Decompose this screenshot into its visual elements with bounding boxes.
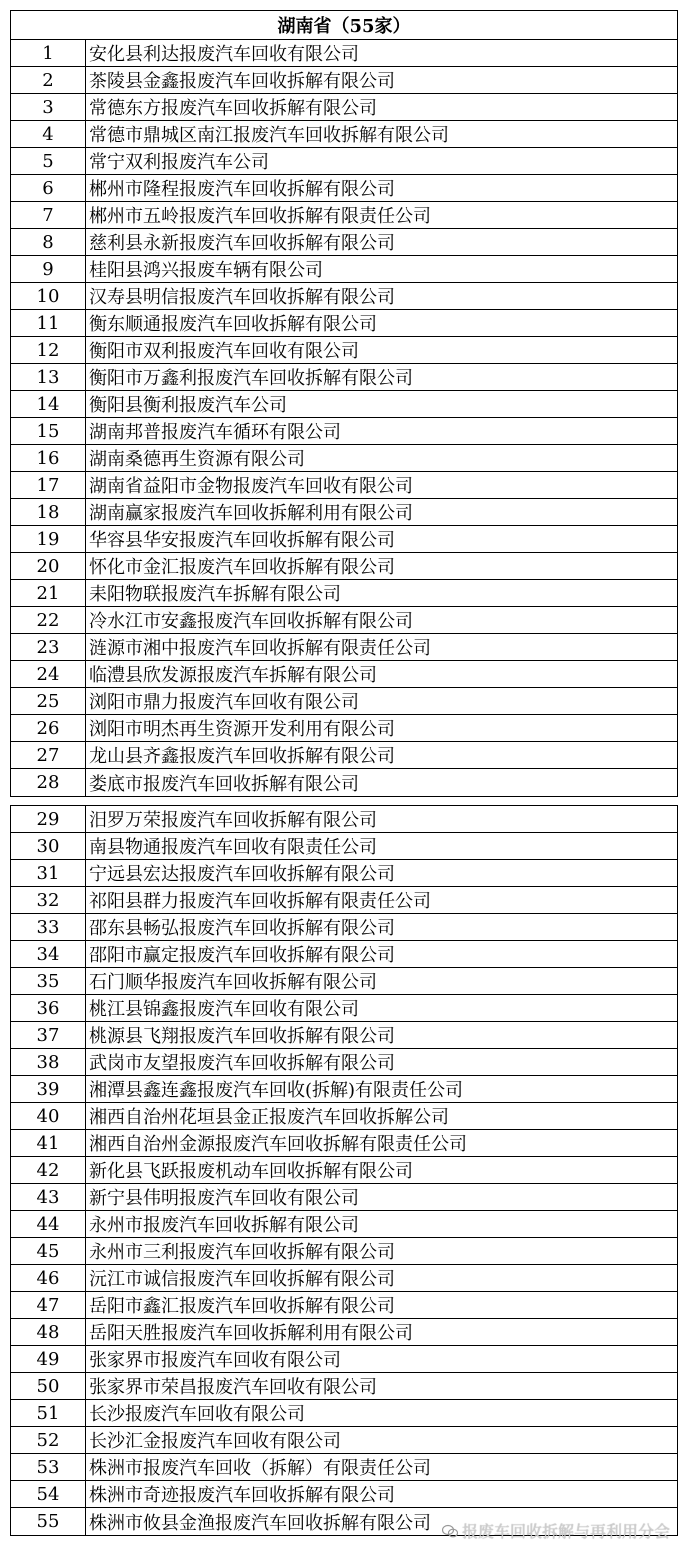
- row-number: 18: [11, 499, 86, 525]
- row-number: 46: [11, 1265, 86, 1291]
- company-name: 永州市三利报废汽车回收拆解有限公司: [89, 1242, 395, 1263]
- company-name: 龙山县齐鑫报废汽车回收拆解有限公司: [89, 746, 395, 767]
- table-row: [11, 175, 677, 202]
- table-row: [11, 310, 677, 337]
- row-number: 47: [11, 1292, 86, 1318]
- row-number: 50: [11, 1373, 86, 1399]
- row-number: 35: [11, 968, 86, 994]
- table-row: [11, 742, 677, 769]
- company-name: 娄底市报废汽车回收拆解有限公司: [89, 773, 359, 795]
- company-name: 长沙报废汽车回收有限公司: [89, 1404, 305, 1425]
- table-row: [11, 1076, 677, 1103]
- table-row: [11, 715, 677, 742]
- row-number: 28: [11, 769, 86, 796]
- row-number: 31: [11, 860, 86, 886]
- row-number: 34: [11, 941, 86, 967]
- table-row: [11, 580, 677, 607]
- company-name: 武岗市友望报废汽车回收拆解有限公司: [89, 1053, 395, 1074]
- company-name: 宁远县宏达报废汽车回收拆解有限公司: [89, 864, 395, 885]
- row-number: 14: [11, 391, 86, 417]
- row-number: 1: [11, 40, 86, 66]
- row-number: 30: [11, 833, 86, 859]
- company-name: 株洲市奇迹报废汽车回收拆解有限公司: [89, 1485, 395, 1506]
- table-row: [11, 1265, 677, 1292]
- table-row: [11, 40, 677, 67]
- company-name: 浏阳市明杰再生资源开发利用有限公司: [89, 719, 395, 740]
- row-number: 12: [11, 337, 86, 363]
- row-number: 32: [11, 887, 86, 913]
- table-row: [11, 634, 677, 661]
- table-row: [11, 968, 677, 995]
- row-number: 5: [11, 148, 86, 174]
- row-number: 24: [11, 661, 86, 687]
- company-name: 岳阳市鑫汇报废汽车回收拆解有限公司: [89, 1296, 395, 1317]
- table-row: [11, 418, 677, 445]
- company-name: 沅江市诚信报废汽车回收拆解有限公司: [89, 1269, 395, 1290]
- row-number: 8: [11, 229, 86, 255]
- row-number: 42: [11, 1157, 86, 1183]
- table-row: [11, 887, 677, 914]
- row-number: 51: [11, 1400, 86, 1426]
- table-row: [11, 688, 677, 715]
- company-table-part1: [10, 10, 678, 797]
- row-number: 7: [11, 202, 86, 228]
- row-number: 54: [11, 1481, 86, 1507]
- company-name: 湘潭县鑫连鑫报废汽车回收(拆解)有限责任公司: [89, 1080, 464, 1101]
- company-name: 常宁双利报废汽车公司: [89, 152, 269, 173]
- company-name: 长沙汇金报废汽车回收有限公司: [89, 1431, 341, 1452]
- row-number: 53: [11, 1454, 86, 1480]
- company-name: 桂阳县鸿兴报废车辆有限公司: [89, 260, 323, 281]
- row-number: 52: [11, 1427, 86, 1453]
- company-name: 祁阳县群力报废汽车回收拆解有限责任公司: [89, 891, 431, 912]
- row-number: 25: [11, 688, 86, 714]
- row-number: 29: [11, 806, 86, 832]
- table-row: [11, 526, 677, 553]
- row-number: 16: [11, 445, 86, 471]
- company-name: 新宁县伟明报废汽车回收有限公司: [89, 1188, 359, 1209]
- table-row: [11, 499, 677, 526]
- company-name: 常德市鼎城区南江报废汽车回收拆解有限公司: [89, 125, 449, 146]
- row-number: 49: [11, 1346, 86, 1372]
- company-name: 耒阳物联报废汽车拆解有限公司: [89, 584, 341, 605]
- table-row: [11, 67, 677, 94]
- row-number: 39: [11, 1076, 86, 1102]
- company-name: 湖南桑德再生资源有限公司: [89, 449, 305, 470]
- row-number: 45: [11, 1238, 86, 1264]
- company-name: 涟源市湘中报废汽车回收拆解有限责任公司: [89, 638, 431, 659]
- table-row: [11, 1103, 677, 1130]
- row-number: 33: [11, 914, 86, 940]
- company-name: 冷水江市安鑫报废汽车回收拆解有限公司: [89, 611, 413, 632]
- table-row: [11, 1346, 677, 1373]
- row-number: 3: [11, 94, 86, 120]
- table-row: [11, 229, 677, 256]
- company-name: 衡阳市双利报废汽车回收有限公司: [89, 341, 359, 362]
- company-name: 汨罗万荣报废汽车回收拆解有限公司: [89, 810, 377, 831]
- company-name: 张家界市荣昌报废汽车回收有限公司: [89, 1377, 377, 1398]
- table-row: [11, 1130, 677, 1157]
- company-name: 永州市报废汽车回收拆解有限公司: [89, 1215, 359, 1236]
- table-row: [11, 283, 677, 310]
- company-table-part2: [10, 805, 678, 1536]
- company-name: 衡阳县衡利报废汽车公司: [89, 395, 287, 416]
- company-name: 株洲市报废汽车回收（拆解）有限责任公司: [89, 1458, 431, 1479]
- company-name: 邵东县畅弘报废汽车回收拆解有限公司: [89, 918, 395, 939]
- company-name: 桃江县锦鑫报废汽车回收有限公司: [89, 999, 359, 1020]
- company-name: 郴州市隆程报废汽车回收拆解有限公司: [89, 179, 395, 200]
- table-row: [11, 1481, 677, 1508]
- company-name: 临澧县欣发源报废汽车拆解有限公司: [89, 665, 377, 686]
- watermark-text: 报废车回收拆解与再利用分会: [461, 1522, 670, 1541]
- row-number: 43: [11, 1184, 86, 1210]
- wechat-icon: [442, 1524, 458, 1538]
- company-name: 石门顺华报废汽车回收拆解有限公司: [89, 972, 377, 993]
- company-name: 湖南赢家报废汽车回收拆解利用有限公司: [89, 503, 413, 524]
- table-row: [11, 337, 677, 364]
- row-number: 27: [11, 742, 86, 768]
- table-row: [11, 1184, 677, 1211]
- table-row: [11, 1319, 677, 1346]
- table-row: [11, 1400, 677, 1427]
- watermark: [442, 1519, 670, 1542]
- company-name: 岳阳天胜报废汽车回收拆解利用有限公司: [89, 1323, 413, 1344]
- row-number: 22: [11, 607, 86, 633]
- table-row: [11, 1022, 677, 1049]
- company-name: 湘西自治州金源报废汽车回收拆解有限责任公司: [89, 1134, 467, 1155]
- company-name: 衡东顺通报废汽车回收拆解有限公司: [89, 314, 377, 335]
- table-row: [11, 914, 677, 941]
- table-row: [11, 1238, 677, 1265]
- row-number: 48: [11, 1319, 86, 1345]
- table-row: [11, 806, 677, 833]
- row-number: 2: [11, 67, 86, 93]
- company-name: 张家界市报废汽车回收有限公司: [89, 1350, 341, 1371]
- table-row: [11, 391, 677, 418]
- table-row: [11, 860, 677, 887]
- table-row: [11, 364, 677, 391]
- company-name: 慈利县永新报废汽车回收拆解有限公司: [89, 233, 395, 254]
- company-name: 安化县利达报废汽车回收有限公司: [89, 44, 359, 65]
- table-row: [11, 445, 677, 472]
- row-number: 19: [11, 526, 86, 552]
- table-title: 湖南省（55家）: [11, 11, 677, 40]
- row-number: 23: [11, 634, 86, 660]
- company-name: 桃源县飞翔报废汽车回收拆解有限公司: [89, 1026, 395, 1047]
- table-row: [11, 1157, 677, 1184]
- company-name: 常德东方报废汽车回收拆解有限公司: [89, 98, 377, 119]
- row-number: 44: [11, 1211, 86, 1237]
- table-row: [11, 202, 677, 229]
- company-name: 新化县飞跃报废机动车回收拆解有限公司: [89, 1161, 413, 1182]
- row-number: 13: [11, 364, 86, 390]
- company-name: 湖南邦普报废汽车循环有限公司: [89, 422, 341, 443]
- table-row: [11, 553, 677, 580]
- company-name: 湖南省益阳市金物报废汽车回收有限公司: [89, 476, 413, 497]
- company-name: 汉寿县明信报废汽车回收拆解有限公司: [89, 287, 395, 308]
- company-name: 湘西自治州花垣县金正报废汽车回收拆解公司: [89, 1107, 449, 1128]
- row-number: 26: [11, 715, 86, 741]
- table-row: [11, 1427, 677, 1454]
- company-name: 浏阳市鼎力报废汽车回收有限公司: [89, 692, 359, 713]
- table-row: [11, 472, 677, 499]
- row-number: 6: [11, 175, 86, 201]
- table-row: [11, 1049, 677, 1076]
- row-number: 55: [11, 1508, 86, 1535]
- table-row: [11, 661, 677, 688]
- table-row: [11, 121, 677, 148]
- table-row: [11, 769, 677, 796]
- table-row: [11, 1211, 677, 1238]
- table-row: [11, 148, 677, 175]
- table-row: [11, 1454, 677, 1481]
- company-name: 南县物通报废汽车回收有限责任公司: [89, 837, 377, 858]
- table-row: [11, 607, 677, 634]
- row-number: 20: [11, 553, 86, 579]
- table-row: [11, 1292, 677, 1319]
- row-number: 15: [11, 418, 86, 444]
- table-row: [11, 833, 677, 860]
- table-row: [11, 256, 677, 283]
- company-name: 华容县华安报废汽车回收拆解有限公司: [89, 530, 395, 551]
- table-row: [11, 94, 677, 121]
- company-name: 衡阳市万鑫利报废汽车回收拆解有限公司: [89, 368, 413, 389]
- row-number: 21: [11, 580, 86, 606]
- row-number: 40: [11, 1103, 86, 1129]
- row-number: 37: [11, 1022, 86, 1048]
- company-name: 郴州市五岭报废汽车回收拆解有限责任公司: [89, 206, 431, 227]
- company-name: 怀化市金汇报废汽车回收拆解有限公司: [89, 557, 395, 578]
- row-number: 38: [11, 1049, 86, 1075]
- table-row: [11, 995, 677, 1022]
- row-number: 4: [11, 121, 86, 147]
- row-number: 36: [11, 995, 86, 1021]
- company-name: 茶陵县金鑫报废汽车回收拆解有限公司: [89, 71, 395, 92]
- row-number: 11: [11, 310, 86, 336]
- row-number: 10: [11, 283, 86, 309]
- row-number: 9: [11, 256, 86, 282]
- row-number: 41: [11, 1130, 86, 1156]
- table-row: [11, 941, 677, 968]
- company-name: 邵阳市赢定报废汽车回收拆解有限公司: [89, 945, 395, 966]
- table-row: [11, 1373, 677, 1400]
- company-name: 株洲市攸县金渔报废汽车回收拆解有限公司: [89, 1512, 431, 1534]
- row-number: 17: [11, 472, 86, 498]
